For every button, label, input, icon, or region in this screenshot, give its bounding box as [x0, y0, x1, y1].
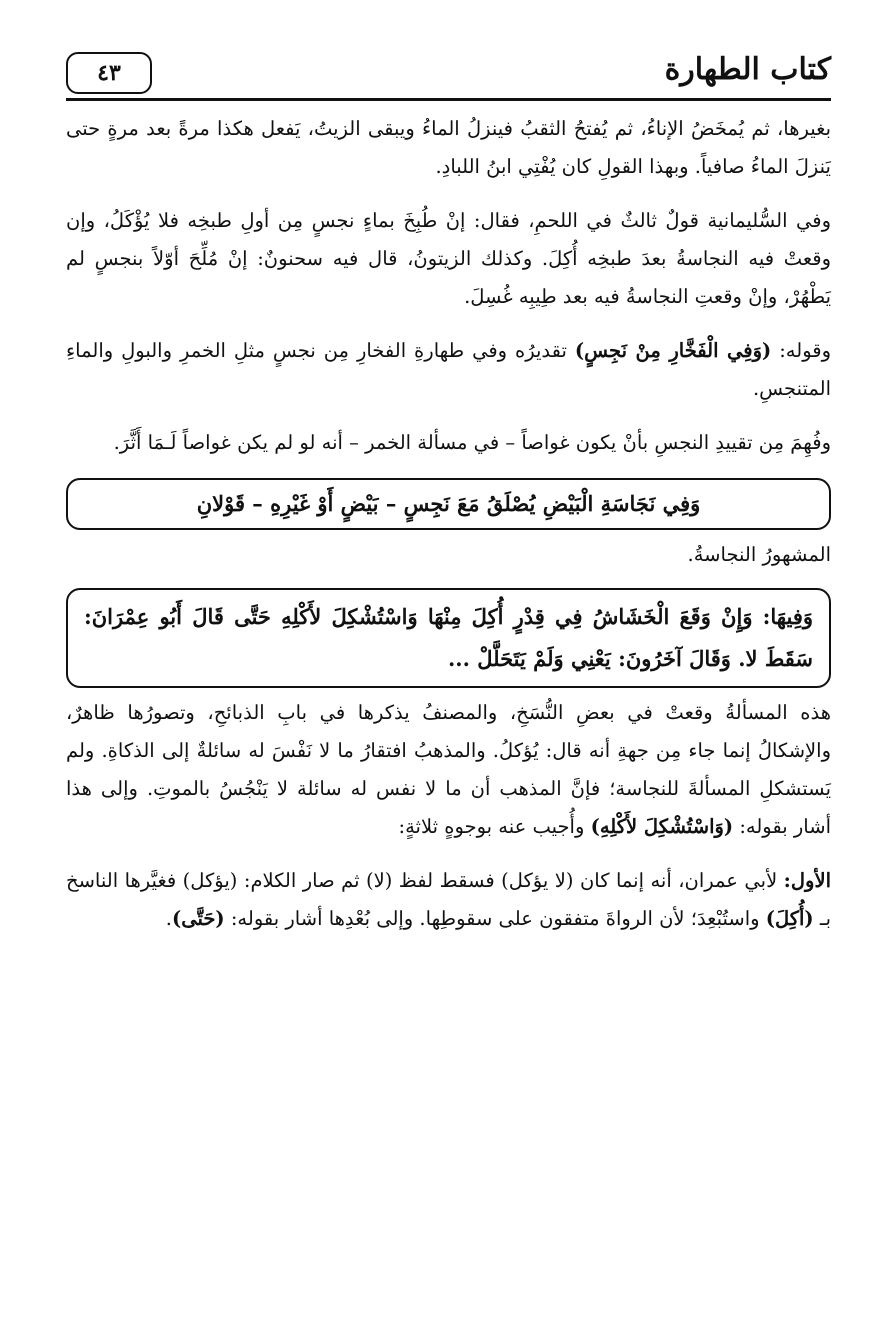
paragraph-after-box-1 [66, 536, 831, 574]
matn-box-1: وَفِي نَجَاسَةِ الْبَيْضِ يُصْلَقُ مَعَ نَجِسٍ – بَيْضٍ أَوْ غَيْرِهِ – قَوْلانِ [66, 478, 831, 530]
paragraph-6 [66, 862, 831, 938]
paragraph-3 [66, 332, 831, 408]
paragraph-1 [66, 110, 831, 186]
paragraph-suffix: وأُجيب عنه بوجوهٍ ثلاثةٍ: [398, 815, 585, 838]
paragraph-text: تقديرُه وفي طهارةِ الفخارِ مِن نجسٍ مثلِ الخمرِ والبولِ والماءِ المتنجسِ. [66, 339, 831, 400]
paragraph-2 [66, 202, 831, 316]
paragraph-text: هذه المسألةُ وقعتْ في بعضِ النُّسَخِ، والمصنفُ يذكرها في بابِ الذبائحِ، وتصورُها ظاهرٌ، والإشكالُ إنما جاء مِن جهةِ أنه قال: يُؤكلُ. والمذهبُ افتقارُ ما لا نَفْسَ له سائلةٌ إلى الذكاةِ. ولم يَستشكلِ المسألةَ للنجاسة؛ فإنَّ المذهب أن ما لا نفس له سائلة لا يَنْجُسُ بالموتِ. وإلى هذا أشار بقوله: [66, 701, 831, 838]
matn-quote: (وَاسْتُشْكِلَ لأَكْلِهِ) [590, 815, 734, 838]
paragraph-prefix: وقوله: [779, 339, 832, 362]
matn-quote: (وَفِي الْفَخَّارِ مِنْ نَجِسٍ) [574, 339, 772, 362]
page-body [66, 110, 831, 954]
matn-quote: (حَتَّى) [172, 907, 225, 930]
page-header [66, 46, 831, 102]
book-title: كتاب الطهارة [664, 52, 831, 87]
point-lead: الأول: [783, 869, 831, 892]
paragraph-text: وفي السُّليمانية قولٌ ثالثٌ في اللحمِ، فقال: إنْ طُبِخَ بماءٍ نجسٍ مِن أولِ طبخِه فلا يُؤْكَلُ، وإن وقعتْ فيه النجاسةُ بعدَ طبخِه أُكِلَ. وكذلك الزيتونُ، قال فيه سحنونٌ: إنْ مُلِّحَ أوّلاً بنجسٍ لم يَطْهُرْ، وإنْ وقعتِ النجاسةُ فيه بعد طِيبِه غُسِلَ. [66, 209, 831, 308]
paragraph-text: المشهورُ النجاسةُ. [687, 543, 831, 566]
paragraph-text: بغيرها، ثم يُمخَضُ الإناءُ، ثم يُفتحُ الثقبُ فينزلُ الماءُ ويبقى الزيتُ، يَفعل هكذا مرةً بعد مرةٍ حتى يَنزلَ الماءُ صافياً. وبهذا القولِ كان يُفْتِي ابنُ اللبادِ. [66, 117, 831, 178]
paragraph-text: واستُبْعِدَ؛ لأن الرواةَ متفقون على سقوطِها. وإلى بُعْدِها أشار بقوله: [230, 907, 760, 930]
matn-box-2: وَفِيهَا: وَإِنْ وَقَعَ الْخَشَاشُ فِي قِدْرٍ أُكِلَ مِنْهَا وَاسْتُشْكِلَ لأَكْلِهِ حَتَّى قَالَ أَبُو عِمْرَانَ: سَقَطَ لا. وَقَالَ آخَرُونَ: يَعْنِي وَلَمْ يَتَحَلَّلْ ... [66, 588, 831, 688]
page-number: ٤٣ [66, 52, 152, 94]
matn-quote: (أُكِلَ) [765, 907, 814, 930]
header-rule [66, 98, 831, 101]
paragraph-end: . [165, 907, 172, 930]
paragraph-text: لأبي عمران، أنه إنما كان (لا يؤكل) فسقط لفظ (لا) ثم صار الكلام: (يؤكل) فغيَّرها الناسخ بـ [66, 869, 831, 930]
paragraph-text: وفُهِمَ مِن تقييدِ النجسِ بأنْ يكون غواصاً – في مسألة الخمر – أنه لو لم يكن غواصاً لَـمَا أَثَّرَ. [113, 431, 831, 454]
paragraph-4 [66, 424, 831, 462]
paragraph-5 [66, 694, 831, 846]
